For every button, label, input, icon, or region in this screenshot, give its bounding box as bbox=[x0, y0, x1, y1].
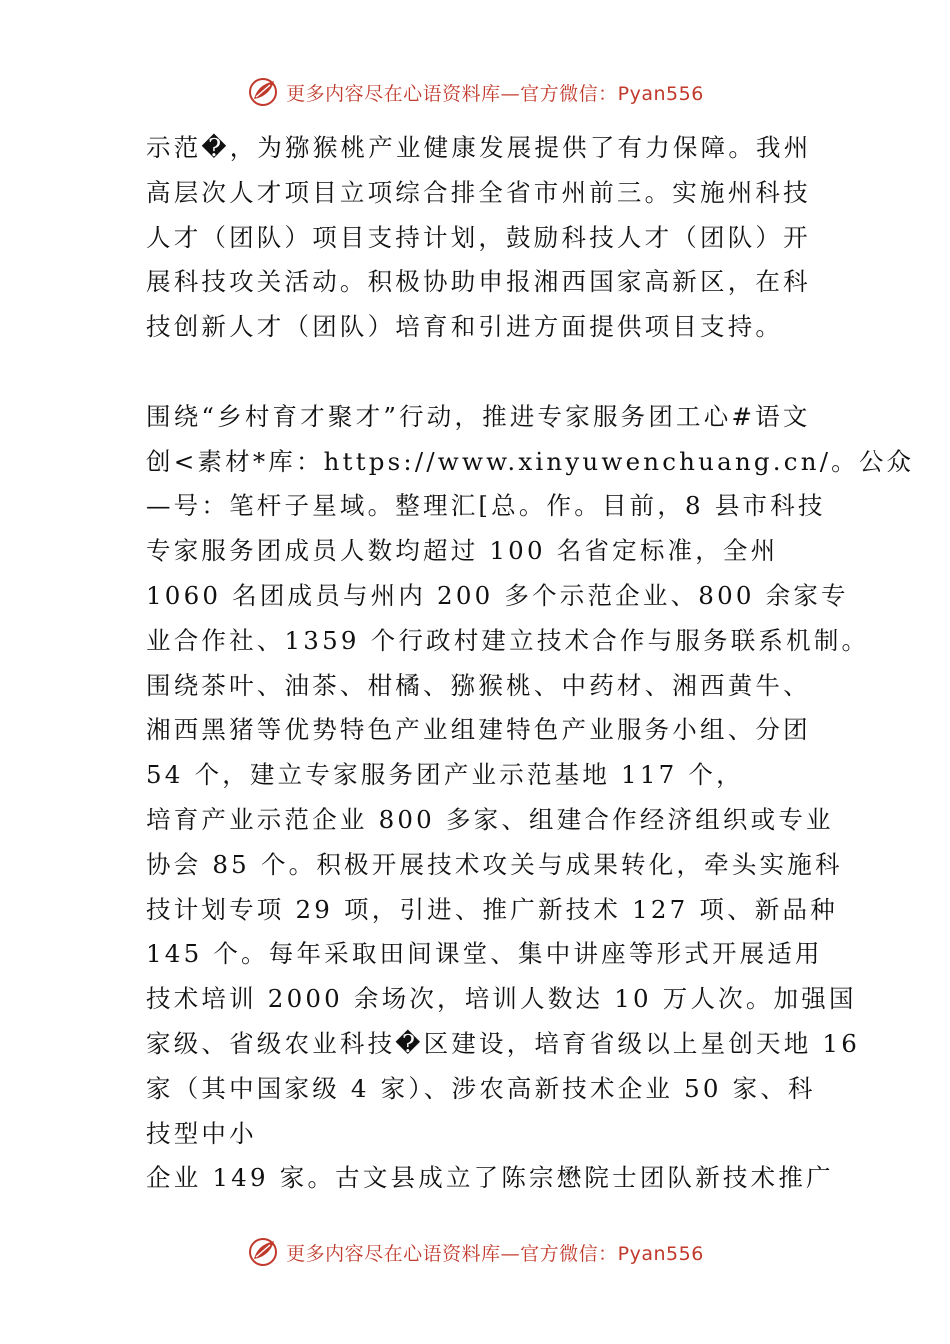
text-line: 1060 名团成员与州内 200 多个示范企业、800 余家专 bbox=[146, 580, 849, 610]
banner-main-text: 更多内容尽在心语资料库—官方微信： bbox=[286, 1242, 618, 1265]
text-line: 技计划专项 29 项，引进、推广新技术 127 项、新品种 bbox=[146, 894, 838, 924]
footer-banner bbox=[0, 1232, 950, 1272]
banner-text bbox=[286, 79, 704, 106]
text-line: 高层次人才项目立项综合排全省市州前三。实施州科技 bbox=[146, 177, 811, 207]
text-line: 专家服务团成员人数均超过 100 名省定标准，全州 bbox=[146, 536, 779, 566]
text-line: 围绕“乡村育才聚才”行动，推进专家服务团工心#语文 bbox=[146, 401, 811, 431]
text-line: —号：笔杆子星域。整理汇[总。作。目前，8 县市科技 bbox=[146, 491, 826, 521]
text-line: 家（其中国家级 4 家）、涉农高新技术企业 50 家、科 bbox=[146, 1073, 816, 1103]
paragraph-gap bbox=[146, 350, 846, 395]
text-line: 展科技攻关活动。积极协助申报湘西国家高新区，在科 bbox=[146, 267, 811, 297]
header-banner bbox=[0, 72, 950, 112]
leaf-logo-icon bbox=[246, 1235, 280, 1269]
text-line: 人才（团队）项目支持计划，鼓励科技人才（团队）开 bbox=[146, 222, 811, 252]
banner-text bbox=[286, 1239, 704, 1266]
text-line: 技创新人才（团队）培育和引进方面提供项目支持。 bbox=[146, 312, 784, 342]
text-line: 145 个。每年采取田间课堂、集中讲座等形式开展适用 bbox=[146, 939, 823, 969]
paragraph-1 bbox=[146, 126, 846, 350]
document-body bbox=[146, 126, 915, 1201]
text-line: 创<素材*库：https://www.xinyuwenchuang.cn/。公众 bbox=[146, 446, 915, 476]
text-line: 培育产业示范企业 800 多家、组建合作经济组织或专业 bbox=[146, 804, 834, 834]
banner-main-text: 更多内容尽在心语资料库—官方微信： bbox=[286, 82, 618, 105]
text-line: 业合作社、1359 个行政村建立技术合作与服务联系机制。 bbox=[146, 625, 870, 655]
text-line: 湘西黑猪等优势特色产业组建特色产业服务小组、分团 bbox=[146, 715, 811, 745]
paragraph-2 bbox=[146, 395, 915, 1201]
banner-account: Pyan556 bbox=[617, 82, 704, 105]
text-line: 企业 149 家。古文县成立了陈宗懋院士团队新技术推广 bbox=[146, 1163, 834, 1193]
text-line: 54 个，建立专家服务团产业示范基地 117 个， bbox=[146, 760, 744, 790]
text-line: 技型中小 bbox=[146, 1118, 257, 1148]
text-line: 协会 85 个。积极开展技术攻关与成果转化，牵头实施科 bbox=[146, 849, 843, 879]
text-line: 家级、省级农业科技�区建设，培育省级以上星创天地 16 bbox=[146, 1028, 860, 1058]
leaf-logo-icon bbox=[246, 75, 280, 109]
text-line: 示范�，为猕猴桃产业健康发展提供了有力保障。我州 bbox=[146, 133, 812, 162]
text-line: 围绕茶叶、油茶、柑橘、猕猴桃、中药材、湘西黄牛、 bbox=[146, 670, 811, 700]
text-line: 技术培训 2000 余场次，培训人数达 10 万人次。加强国 bbox=[146, 984, 857, 1014]
banner-account: Pyan556 bbox=[617, 1242, 704, 1265]
